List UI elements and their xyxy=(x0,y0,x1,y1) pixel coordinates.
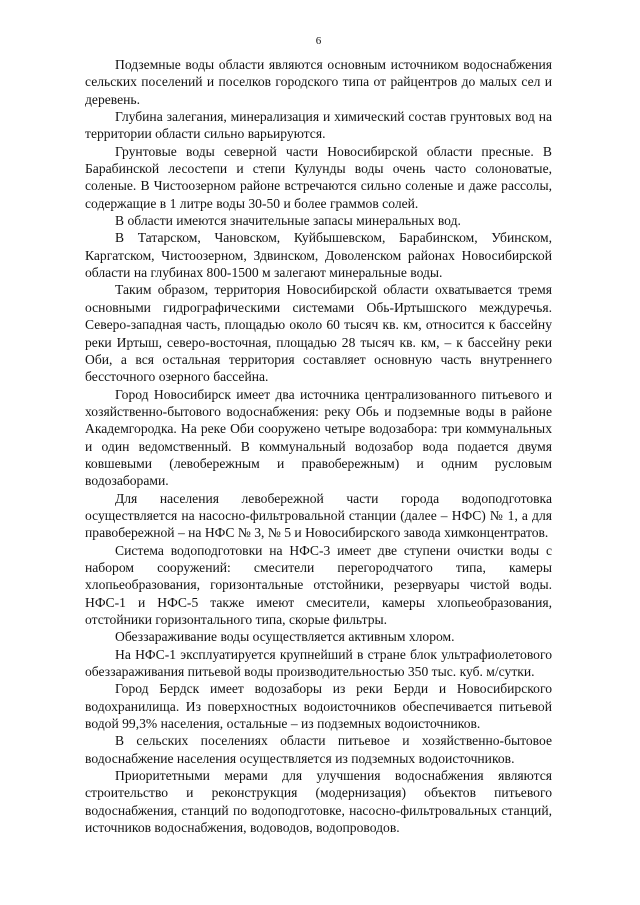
paragraph-priority-measures: Приоритетными мерами для улучшения водоснабжения являются строительство и реконструкция (модернизация) объектов питьевого водоснабжения, станций по водоподготовке, насосно-фильтровальных станций, источников водоснабжения, водоводов, водопроводов. xyxy=(85,768,552,836)
paragraph-novosibirsk-sources: Город Новосибирск имеет два источника централизованного питьевого и хозяйственно-бытового водоснабжения: реку Обь и подземные воды в районе Академгородка. На реке Оби сооружено четыре водозабора: три коммунальных и один ведомственный. В коммунальный водозабор вода подается двумя ковшевыми (левобережным и правобережным) и одним русловым водозаборами. xyxy=(85,386,552,489)
paragraph-mineral-districts: В Татарском, Чановском, Куйбышевском, Барабинском, Убинском, Каргатском, Чистоозерном, Здвинском, Доволенском районах Новосибирской области на глубинах 800-1500 м залегают минеральные воды. xyxy=(85,230,552,281)
paragraph-uv-disinfection: На НФС-1 эксплуатируется крупнейший в стране блок ультрафиолетового обеззараживания питьевой воды производительностью 350 тыс. куб. м/сутки. xyxy=(85,646,552,680)
paragraph-hydrographic-systems: Таким образом, территория Новосибирской области охватывается тремя основными гидрографическими системами Обь-Иртышского междуречья. Северо-западная часть, площадью около 60 тысяч кв. км, относится к бассейну реки Иртыш, северо-восточная, площадью 28 тысяч кв. км, – к бассейну реки Оби, а вся остальная территория составляет основную часть внутреннего бессточного озерного бассейна. xyxy=(85,282,552,385)
paragraph-rural-supply: В сельских поселениях области питьевое и хозяйственно-бытовое водоснабжение населения осуществляется из подземных водоисточников. xyxy=(85,733,552,766)
paragraph-groundwater-depth: Глубина залегания, минерализация и химический состав грунтовых вод на территории области сильно варьируются. xyxy=(85,109,552,142)
paragraph-groundwater-quality: Грунтовые воды северной части Новосибирской области пресные. В Барабинской лесостепи и степи Кулунды воды очень часто солоноватые, соленые. В Чистоозерном районе встречаются сильно соленые и даже рассолы, содержащие в 1 литре воды 30-50 и более граммов солей. xyxy=(85,143,552,211)
paragraph-pumping-stations: Для населения левобережной части города водоподготовка осуществляется на насосно-фильтровальной станции (далее – НФС) № 1, а для правобережной – на НФС № 3, № 5 и Новосибирского завода химконцентратов. xyxy=(85,490,552,541)
paragraph-berdsk: Город Бердск имеет водозаборы из реки Берди и Новосибирского водохранилища. Из поверхностных водоисточников обеспечивается питьевой водой 99,3% населения, остальные – из подземных водоисточников. xyxy=(85,681,552,732)
paragraph-chlorination: Обеззараживание воды осуществляется активным хлором. xyxy=(115,629,455,645)
paragraph-treatment-system: Система водоподготовки на НФС-3 имеет две ступени очистки воды с набором сооружений: смесители перегородчатого типа, камеры хлопьеобразования, горизонтальные отстойники, резервуары чистой воды. НФС-1 и НФС-5 также имеют смесители, камеры хлопьеобразования, отстойники горизонтального типа, скорые фильтры. xyxy=(85,542,552,627)
paragraph-mineral-reserves: В области имеются значительные запасы минеральных вод. xyxy=(115,213,461,229)
paragraph-groundwater-source: Подземные воды области являются основным источником водоснабжения сельских поселений и поселков городского типа от райцентров до малых сел и деревень. xyxy=(85,57,552,107)
page-number: 6 xyxy=(315,35,322,47)
body-text xyxy=(85,56,552,836)
